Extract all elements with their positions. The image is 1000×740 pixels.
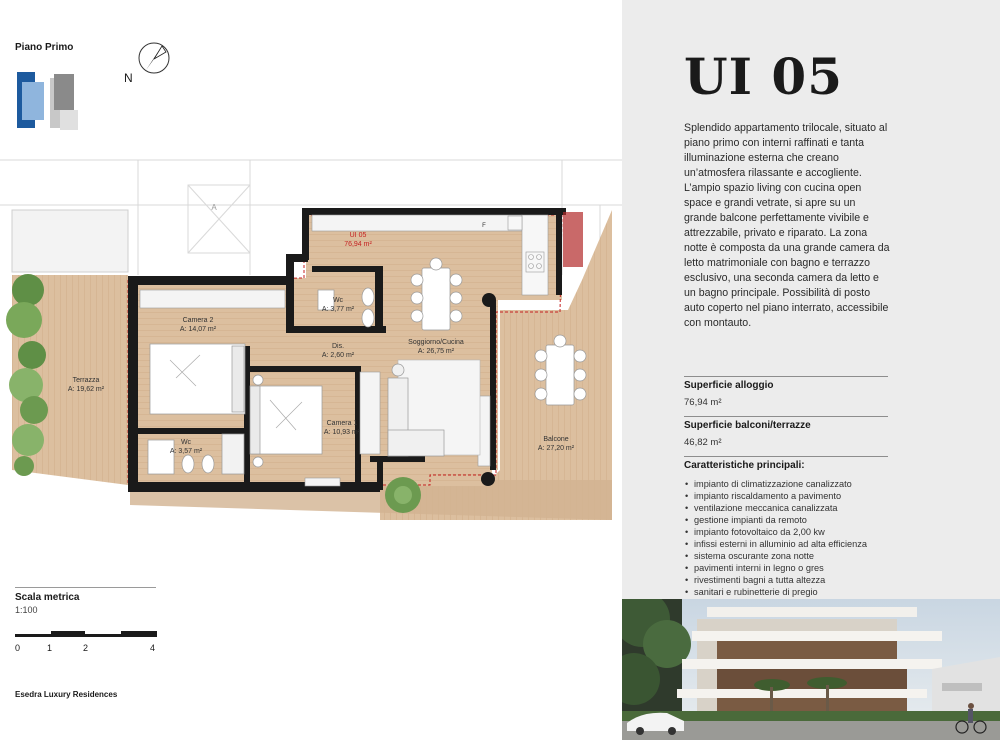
wc1-label: Wc xyxy=(332,297,344,304)
camera1-area: A: 10,93 m² xyxy=(323,429,361,436)
feature-item: • rivestimenti bagni a tutta altezza xyxy=(684,574,894,586)
stair-label: A xyxy=(211,203,217,212)
terrazza-label: Terrazza xyxy=(72,377,100,384)
key-plan-icon xyxy=(14,70,80,132)
feature-item: • sanitari e rubinetterie di pregio xyxy=(684,586,894,598)
balcony-surface-value: 46,82 m² xyxy=(684,437,722,448)
brand-name: Esedra Luxury Residences xyxy=(15,690,118,699)
feature-item: • sistema oscurante zona notte xyxy=(684,550,894,562)
unit-area-label: 76,94 m² xyxy=(344,241,372,248)
terrazza-area: A: 19,62 m² xyxy=(67,386,105,393)
camera2-label: Camera 2 xyxy=(182,317,214,324)
unit-label: UI 05 xyxy=(349,232,367,239)
scale-tick-2: 2 xyxy=(83,643,89,653)
unit-title: UI 05 xyxy=(684,47,843,106)
balcone-label: Balcone xyxy=(543,436,569,443)
surface-value: 76,94 m² xyxy=(684,397,722,408)
feature-item: • gestione impianti da remoto xyxy=(684,514,894,526)
unit-description: Splendido appartamento trilocale, situato al piano primo con interni raffinati e tanta illuminazione esterna che creano un’atmosfera rilassante e accogliente. L’ampio spazio living con cucina open space e grandi vetrate, si apre su un grande balcone perfettamente vivibile e attrezzabile, privato e riparato. La zona notte è composta da una grande camera da letto matrimoniale con bagno e terrazzo esclusivo, una seconda camera da letto e un bagno principale. Possibilità di posto auto coperto nel piano interrato, accessibile con montauto. xyxy=(684,122,890,329)
surface-label: Superficie alloggio xyxy=(684,380,774,391)
building-render-image xyxy=(622,599,1000,740)
neighbour-terrace-outline xyxy=(12,210,128,272)
feature-item: • impianto di climatizzazione canalizzato xyxy=(684,478,894,490)
scale-divider xyxy=(15,587,156,588)
spec-divider xyxy=(684,416,888,417)
bed-camera1 xyxy=(250,375,322,467)
feature-item: • infissi esterni in alluminio ad alta efficienza xyxy=(684,538,894,550)
feature-item: • impianto fotovoltaico da 2,00 kw xyxy=(684,526,894,538)
scale-tick-0: 0 xyxy=(15,643,21,653)
dis-area: A: 2,60 m² xyxy=(321,352,355,359)
bed-camera2 xyxy=(150,344,245,414)
scale-tick-1: 1 xyxy=(47,643,53,653)
flower-planter xyxy=(563,212,583,267)
scale-bar xyxy=(15,630,157,640)
fridge-label: F xyxy=(482,223,486,229)
scale-title: Scala metrica xyxy=(15,592,80,603)
spec-divider xyxy=(684,376,888,377)
wc2-area: A: 3,57 m² xyxy=(169,448,203,455)
camera2-area: A: 14,07 m² xyxy=(179,326,217,333)
soggiorno-label: Soggiorno/Cucina xyxy=(408,339,464,346)
wc1-area: A: 3,77 m² xyxy=(321,306,355,313)
dis-label: Dis. xyxy=(331,343,345,350)
features-title: Caratteristiche principali: xyxy=(684,460,805,471)
scale-value: 1:100 xyxy=(15,605,38,615)
balcony-surface-label: Superficie balconi/terrazze xyxy=(684,420,811,431)
scale-tick-4: 4 xyxy=(150,643,156,653)
wc2-label: Wc xyxy=(180,439,192,446)
north-label: N xyxy=(124,71,133,85)
feature-item: • pavimenti interni in legno o gres xyxy=(684,562,894,574)
feature-item: • ventilazione meccanica canalizzata xyxy=(684,502,894,514)
balcone-area: A: 27,20 m² xyxy=(537,445,575,452)
camera1-label: Camera 1 xyxy=(326,420,358,427)
floor-title: Piano Primo xyxy=(15,42,74,53)
features-list xyxy=(684,478,894,598)
feature-item: • impianto riscaldamento a pavimento xyxy=(684,490,894,502)
spec-divider xyxy=(684,456,888,457)
floor-plan-drawing xyxy=(0,140,622,540)
soggiorno-area: A: 26,75 m² xyxy=(417,348,455,355)
